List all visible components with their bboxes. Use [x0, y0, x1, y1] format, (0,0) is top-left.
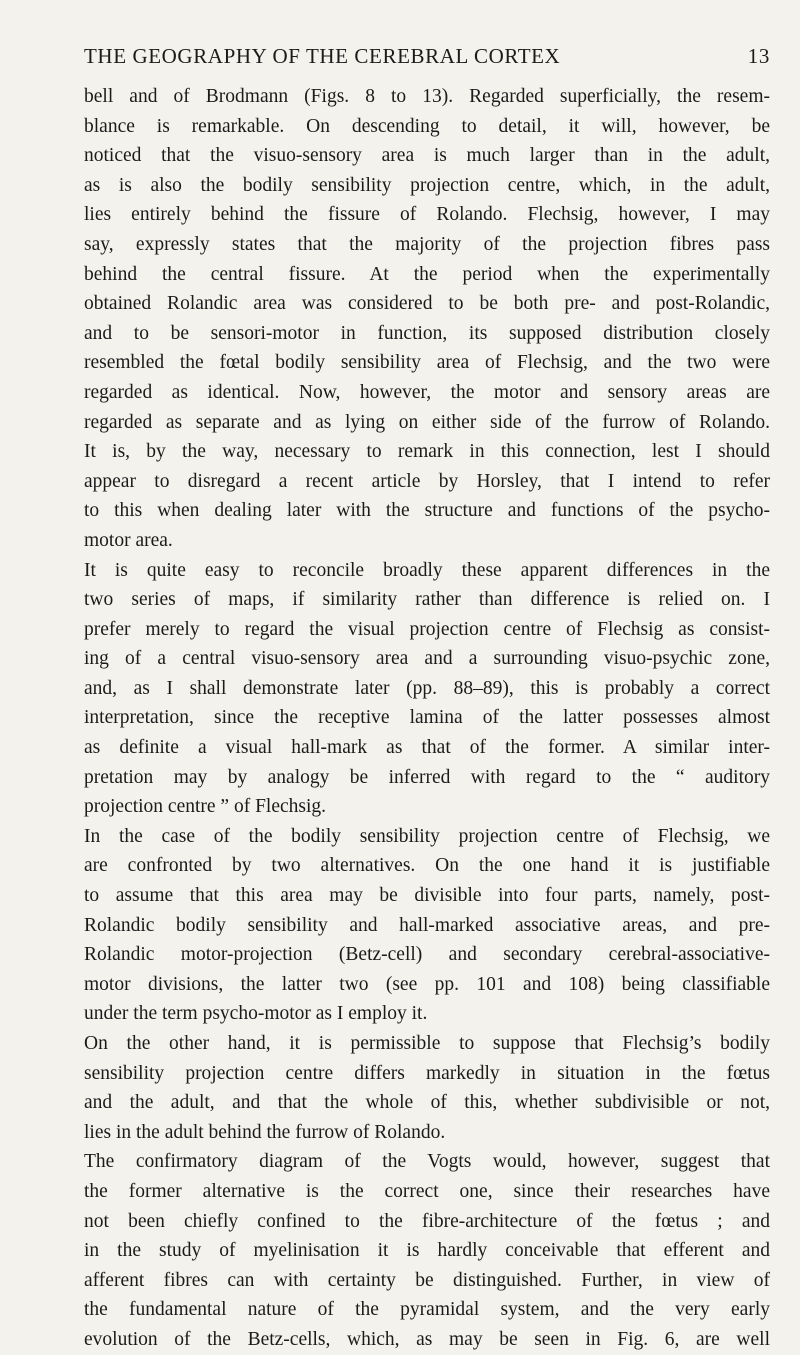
text-line: It is, by the way, necessary to remark in this connection, lest I should [84, 441, 770, 463]
text-line: to assume that this area may be divisible into four parts, namely, post- [84, 885, 770, 907]
text-line: not been chiefly confined to the fibre-architecture of the fœtus ; and [84, 1210, 770, 1232]
text-line: the fundamental nature of the pyramidal system, and the very early [84, 1299, 770, 1321]
text-line: regarded as identical. Now, however, the motor and sensory areas are [84, 381, 770, 403]
text-line: motor divisions, the latter two (see pp. 101 and 108) being classifiable [84, 973, 770, 995]
text-line: regarded as separate and as lying on either side of the furrow of Rolando. [84, 411, 770, 433]
text-line: to this when dealing later with the structure and functions of the psycho- [84, 500, 770, 522]
text-line: On the other hand, it is permissible to suppose that Flechsig’s bodily [84, 1033, 770, 1054]
text-line: The confirmatory diagram of the Vogts would, however, suggest that [84, 1151, 770, 1173]
text-line: lies in the adult behind the furrow of Rolando. [84, 1121, 446, 1143]
text-line: ing of a central visuo-sensory area and a surrounding visuo-psychic zone, [84, 648, 770, 670]
running-head-title: THE GEOGRAPHY OF THE CEREBRAL CORTEX [84, 44, 561, 68]
text-line: as is also the bodily sensibility projection centre, which, in the adult, [84, 174, 770, 196]
text-line: prefer merely to regard the visual projection centre of Flechsig as consist- [84, 618, 770, 640]
body-text [84, 82, 770, 1355]
text-line: and, as I shall demonstrate later (pp. 88–89), this is probably a correct [84, 677, 770, 699]
text-line: It is quite easy to reconcile broadly these apparent differences in the [84, 559, 770, 581]
text-line: projection centre ” of Flechsig. [84, 796, 327, 818]
text-line: Rolandic bodily sensibility and hall-marked associative areas, and pre- [84, 914, 770, 936]
text-line: In the case of the bodily sensibility projection centre of Flechsig, we [84, 825, 770, 847]
text-line: the former alternative is the correct one, since their researches have [84, 1180, 770, 1202]
text-line: blance is remarkable. On descending to detail, it will, however, be [84, 115, 770, 137]
text-line: behind the central fissure. At the period when the experimentally [84, 263, 770, 285]
text-line: Rolandic motor-projection (Betz-cell) and secondary cerebral-associative- [84, 944, 770, 966]
text-line: and to be sensori-motor in function, its supposed distribution closely [84, 322, 770, 344]
text-line: motor area. [84, 529, 173, 551]
text-line: are confronted by two alternatives. On the one hand it is justifiable [84, 855, 770, 877]
text-line: and the adult, and that the whole of this, whether subdivisible or not, [84, 1092, 770, 1114]
text-line: evolution of the Betz-cells, which, as may be seen in Fig. 6, are well [84, 1328, 770, 1350]
text-line: interpretation, since the receptive lamina of the latter possesses almost [84, 707, 770, 729]
text-line: under the term psycho-motor as I employ it. [84, 1003, 428, 1025]
text-line: bell and of Brodmann (Figs. 8 to 13). Regarded superficially, the resem- [84, 86, 770, 107]
text-line: afferent fibres can with certainty be distinguished. Further, in view of [84, 1269, 770, 1291]
text-line: obtained Rolandic area was considered to be both pre- and post-Rolandic, [84, 293, 770, 315]
text-line: sensibility projection centre differs markedly in situation in the fœtus [84, 1062, 770, 1084]
text-line: in the study of myelinisation it is hardly conceivable that efferent and [84, 1240, 770, 1262]
text-line: as definite a visual hall-mark as that of the former. A similar inter- [84, 737, 770, 759]
text-line: pretation may by analogy be inferred with regard to the “ auditory [84, 766, 770, 788]
text-line: two series of maps, if similarity rather than difference is relied on. I [84, 589, 770, 611]
text-line: noticed that the visuo-sensory area is much larger than in the adult, [84, 145, 770, 167]
text-line: appear to disregard a recent article by Horsley, that I intend to refer [84, 470, 770, 492]
running-head [84, 38, 770, 74]
text-line: say, expressly states that the majority of the projection fibres pass [84, 233, 770, 255]
text-line: resembled the fœtal bodily sensibility area of Flechsig, and the two were [84, 352, 770, 374]
text-line: lies entirely behind the fissure of Rolando. Flechsig, however, I may [84, 204, 770, 226]
page-number: 13 [747, 44, 770, 68]
